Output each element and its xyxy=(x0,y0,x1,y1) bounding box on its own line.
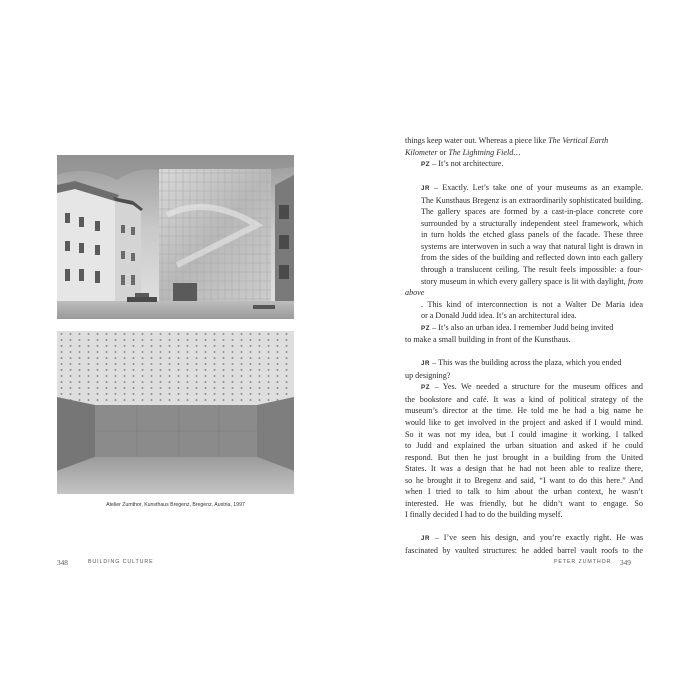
text-line: so he brought it to Bregenz and said, “I want to do this here.” And xyxy=(405,475,643,485)
page-number-left: 348 xyxy=(57,558,68,567)
paragraph-3 xyxy=(405,182,643,322)
speaker-label: JR xyxy=(421,360,431,368)
running-head-right: PETER ZUMTHOR xyxy=(554,559,612,565)
artwork-title: Kilometer xyxy=(405,147,438,157)
kunsthaus-exterior-photo xyxy=(57,155,294,319)
paragraph-2 xyxy=(405,158,643,171)
speaker-label: JR xyxy=(421,535,431,543)
text-line: or a Donald Judd idea. It’s an architectural idea. xyxy=(421,311,577,321)
text-line: I finally decided I had to do the building myself. xyxy=(405,510,563,520)
paragraph-5 xyxy=(405,357,643,381)
text-line: in turn holds the etched glass panels of the facade. These three xyxy=(421,230,643,240)
interview-text xyxy=(405,135,643,557)
text-line: to make a small building in front of the Kunsthaus. xyxy=(405,335,571,345)
text-run: – Exactly. Let’s take one of your museums as an example. xyxy=(430,183,643,193)
text-line: would like to get involved in the project and asked if I would mind. xyxy=(405,418,643,428)
paragraph-4 xyxy=(405,322,643,346)
paragraph-6 xyxy=(405,381,643,521)
artwork-title: The Lightning Field… xyxy=(448,147,521,157)
text-line: the bookstore and café. It was a kind of political strategy of the xyxy=(405,394,643,404)
text-line: respond. But then he just brought in a building from the United xyxy=(405,452,643,462)
text-run: – Yes. We needed a structure for the museum offices and xyxy=(430,382,643,392)
text-run: or xyxy=(437,147,449,157)
speaker-label: JR xyxy=(421,185,431,193)
text-run: – This was the building across the plaza, which you ended xyxy=(430,358,622,368)
text-line: . This kind of interconnection is not a Walter De Maria idea xyxy=(421,299,643,309)
emphasis: from above xyxy=(405,276,643,298)
text-line: from the sides of the building and reflected down into each gallery xyxy=(421,253,643,263)
text-run: – It’s not architecture. xyxy=(430,159,504,169)
text-line: surrounded by a structurally independent steel framework, which xyxy=(421,218,643,228)
text-line: systems are interwoven in such a way that natural light is drawn in xyxy=(421,241,643,251)
text-run: – I’ve seen his design, and you’re exactly right. He was xyxy=(430,533,643,543)
text-line: The Kunsthaus Bregenz is an extraordinarily sophisticated building. xyxy=(421,195,643,205)
kunsthaus-gallery-interior-photo xyxy=(57,331,294,494)
artwork-title: The Vertical Earth xyxy=(548,136,609,145)
running-head-left: BUILDING CULTURE xyxy=(88,559,154,565)
text-line: when I tried to talk to him about the urban context, he wasn’t xyxy=(405,487,643,497)
text-line: to Judd and explained the urban situation and asked if he could xyxy=(405,441,643,451)
text-line: States. It was a design that he had not been able to realize there, xyxy=(405,464,643,474)
text-line: interested. He was friendly, but he didn’t want to engage. So xyxy=(405,498,643,508)
text-line: up designing? xyxy=(405,370,451,380)
text-run: things keep water out. Whereas a piece like xyxy=(405,136,549,145)
text-line: through a translucent ceiling. The result feels impossible: a four- xyxy=(421,264,643,274)
speaker-label: PZ xyxy=(421,324,431,332)
text-line: So it was not my idea, but I could imagine it working. I talked xyxy=(405,429,643,439)
text-run: – It’s also an urban idea. I remember Judd being invited xyxy=(430,322,614,332)
paragraph-1 xyxy=(405,135,643,158)
speaker-label: PZ xyxy=(421,161,431,169)
text-run: story museum in which every gallery space is lit with daylight, xyxy=(421,276,628,286)
text-line: museum’s director at the time. He told me he had a big name he xyxy=(405,406,643,416)
text-line: The gallery spaces are formed by a cast-in-place concrete core xyxy=(421,207,643,217)
paragraph-7 xyxy=(405,532,643,556)
page-number-right: 349 xyxy=(620,558,631,567)
text-line: fascinated by vaulted structures: he added barrel vault roofs to the xyxy=(405,546,643,555)
speaker-label: PZ xyxy=(421,384,431,392)
photo-caption: Atelier Zumthor, Kunsthaus Bregenz, Bregenz, Austria, 1997 xyxy=(106,502,245,508)
